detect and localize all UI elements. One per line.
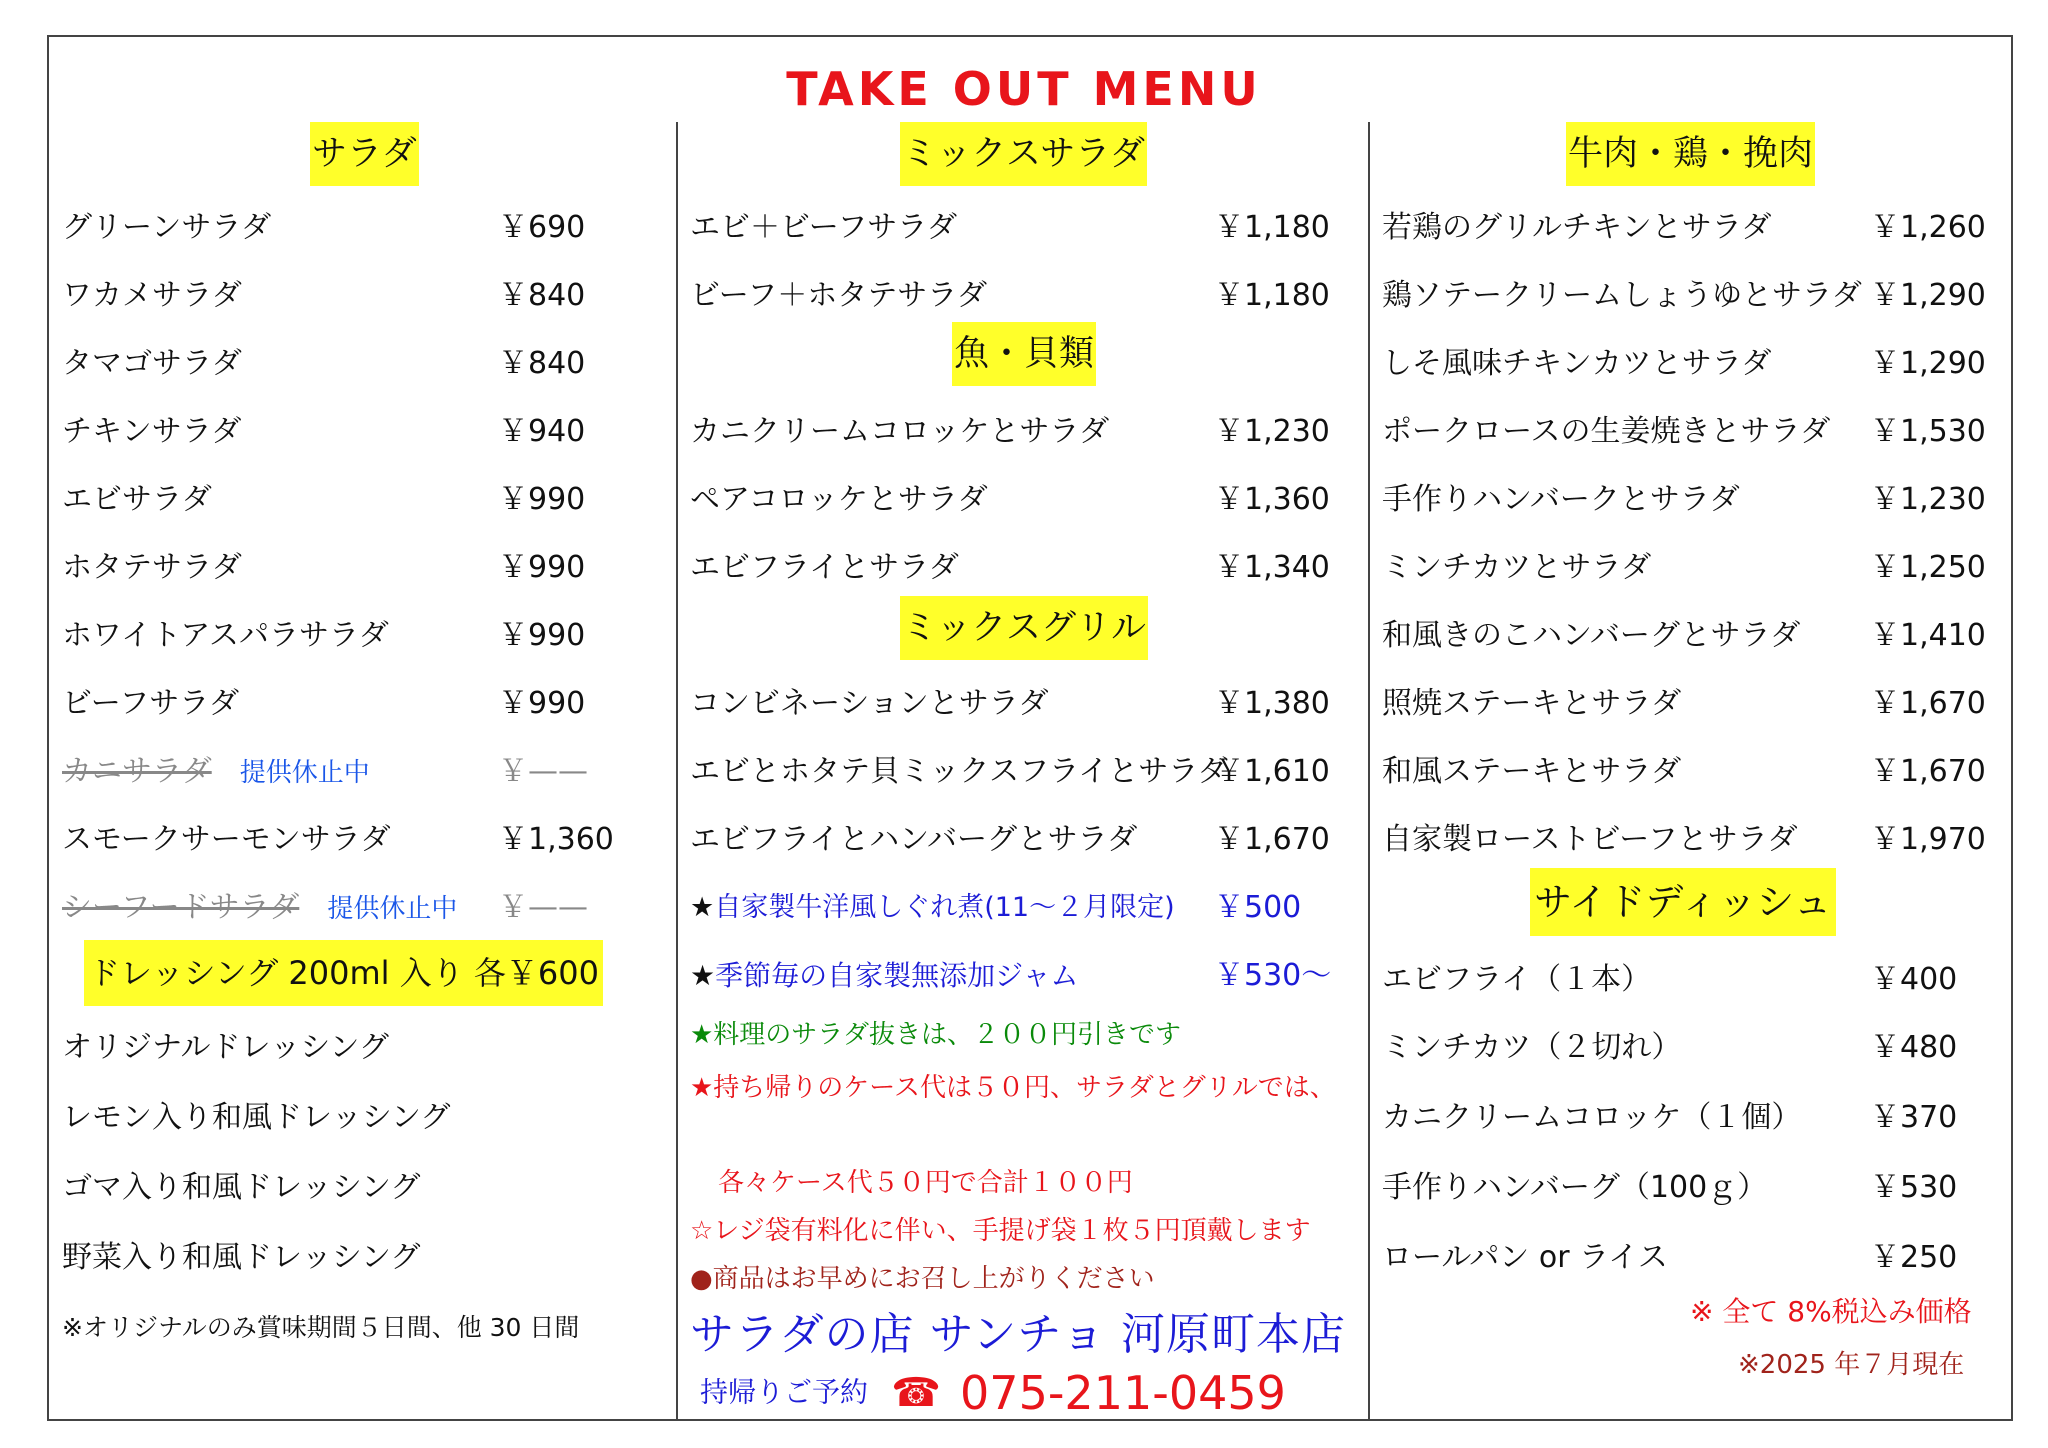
reserve-line	[700, 1362, 1286, 1422]
meat-item	[1382, 330, 2002, 398]
item-name: グリーンサラダ	[62, 210, 272, 245]
item-price: ￥990	[498, 686, 586, 721]
side-item	[1382, 1224, 2002, 1292]
dressing-note: ※オリジナルのみ賞味期間５日間、他 30 日間	[62, 1313, 580, 1342]
item-price: ￥370	[1870, 1100, 1958, 1135]
note-no-salad: ★料理のサラダ抜きは、２００円引きです	[690, 1020, 1182, 1050]
reserve-label: 持帰りご予約	[700, 1375, 869, 1409]
phone-number[interactable]: 075-211-0459	[960, 1365, 1286, 1420]
salad-item-wakame	[62, 262, 642, 330]
item-price: ￥1,670	[1870, 686, 1986, 721]
dressing-item: 野菜入り和風ドレッシング	[62, 1240, 421, 1275]
dressing-item: ゴマ入り和風ドレッシング	[62, 1170, 421, 1205]
mix-grill-item	[690, 670, 1350, 738]
item-name: シーフードサラダ	[62, 890, 300, 925]
item-price: ￥480	[1870, 1030, 1958, 1065]
item-name: 和風ステーキとサラダ	[1382, 754, 1682, 789]
side-item	[1382, 1084, 2002, 1152]
note-case-fee: ★持ち帰りのケース代は５０円、サラダとグリルでは、	[690, 1073, 1336, 1103]
salad-item-asparagus	[62, 602, 642, 670]
salad-item-beef	[62, 670, 642, 738]
item-name: 若鶏のグリルチキンとサラダ	[1382, 210, 1772, 245]
star-icon: ★	[690, 892, 715, 923]
salad-item-salmon	[62, 806, 642, 874]
mix-salad-header: ミックスサラダ	[900, 122, 1147, 186]
item-name: エビフライとサラダ	[690, 550, 959, 585]
item-price: ￥1,180	[1214, 278, 1330, 313]
tax-note: ※ 全て 8%税込み価格	[1690, 1295, 1972, 1328]
item-price: ￥990	[498, 482, 586, 517]
item-price: ￥——	[498, 754, 588, 789]
meat-item	[1382, 262, 2002, 330]
item-price: ￥1,250	[1870, 550, 1986, 585]
item-name: チキンサラダ	[62, 414, 242, 449]
item-price: ￥1,360	[498, 822, 614, 857]
fish-header: 魚・貝類	[952, 322, 1096, 386]
mix-grill-header: ミックスグリル	[900, 596, 1148, 660]
item-name: エビフライとハンバーグとサラダ	[690, 822, 1138, 857]
meat-item	[1382, 466, 2002, 534]
item-price: ￥690	[498, 210, 586, 245]
status-badge: 提供休止中	[327, 894, 458, 924]
fish-item	[690, 466, 1350, 534]
dressing-item: オリジナルドレッシング	[62, 1030, 389, 1065]
item-name: しそ風味チキンカツとサラダ	[1382, 346, 1772, 381]
item-name: ビーフサラダ	[62, 686, 239, 721]
item-name: ロールパン or ライス	[1382, 1240, 1668, 1275]
item-price: ￥1,670	[1214, 822, 1330, 857]
item-name-group	[690, 874, 1175, 942]
item-price: ￥1,970	[1870, 822, 1986, 857]
item-price: ￥840	[498, 278, 586, 313]
item-price: ￥530～	[1214, 958, 1332, 993]
dressing-header: ドレッシング 200ml 入り 各￥600	[84, 940, 603, 1006]
menu-title: TAKE OUT MENU	[786, 62, 1262, 116]
item-price: ￥1,260	[1870, 210, 1986, 245]
fish-item	[690, 534, 1350, 602]
meat-header: 牛肉・鶏・挽肉	[1566, 122, 1815, 186]
status-badge: 提供休止中	[239, 758, 370, 788]
special-item	[690, 874, 1350, 942]
item-name: 季節毎の自家製無添加ジャム	[715, 959, 1079, 992]
item-name: 自家製牛洋風しぐれ煮(11～２月限定)	[714, 892, 1175, 923]
meat-item	[1382, 670, 2002, 738]
shop-name: サラダの店 サンチョ 河原町本店	[690, 1309, 1347, 1360]
side-item	[1382, 1154, 2002, 1222]
item-name: ビーフ＋ホタテサラダ	[690, 278, 987, 313]
meat-item	[1382, 194, 2002, 262]
column-divider-1	[676, 122, 678, 1420]
item-price: ￥500	[1214, 890, 1302, 925]
mix-salad-item	[690, 262, 1350, 330]
item-price: ￥250	[1870, 1240, 1958, 1275]
item-name: 和風きのこハンバーグとサラダ	[1382, 618, 1801, 653]
phone-icon: ☎	[891, 1369, 941, 1416]
item-name: 手作りハンバーグ（100ｇ）	[1382, 1170, 1768, 1205]
salad-item-seafood	[62, 874, 642, 942]
item-price: ￥1,180	[1214, 210, 1330, 245]
salad-item-ebi	[62, 466, 642, 534]
salad-item-kani	[62, 738, 642, 806]
item-name: カニサラダ	[62, 754, 212, 789]
item-price: ￥400	[1870, 962, 1958, 997]
item-name: エビフライ（１本）	[1382, 962, 1652, 997]
note-eat-soon: ●商品はお早めにお召し上がりください	[690, 1264, 1155, 1294]
item-price: ￥1,340	[1214, 550, 1330, 585]
mix-salad-item	[690, 194, 1350, 262]
item-price: ￥1,670	[1870, 754, 1986, 789]
item-name-group	[62, 738, 370, 807]
note-case-total: 各々ケース代５０円で合計１００円	[718, 1168, 1133, 1198]
salad-header: サラダ	[310, 122, 419, 186]
salad-item-hotate	[62, 534, 642, 602]
date-note: ※2025 年７月現在	[1738, 1350, 1965, 1380]
item-price: ￥990	[498, 550, 586, 585]
meat-item	[1382, 738, 2002, 806]
item-name: ペアコロッケとサラダ	[690, 482, 988, 517]
meat-item	[1382, 602, 2002, 670]
item-price: ￥990	[498, 618, 586, 653]
item-name-group	[62, 874, 457, 943]
mix-grill-item	[690, 738, 1350, 806]
item-name: 手作りハンバークとサラダ	[1382, 482, 1740, 517]
item-price: ￥530	[1870, 1170, 1958, 1205]
salad-item-green	[62, 194, 642, 262]
item-name: ホタテサラダ	[62, 550, 242, 585]
meat-item	[1382, 534, 2002, 602]
item-name: ミンチカツとサラダ	[1382, 550, 1652, 585]
item-price: ￥1,360	[1214, 482, 1330, 517]
item-price: ￥1,610	[1214, 754, 1330, 789]
item-price: ￥1,530	[1870, 414, 1986, 449]
item-name: 自家製ローストビーフとサラダ	[1382, 822, 1798, 857]
item-name: エビ＋ビーフサラダ	[690, 210, 957, 245]
item-price: ￥1,230	[1870, 482, 1986, 517]
side-item	[1382, 946, 2002, 1014]
salad-item-tamago	[62, 330, 642, 398]
item-price: ￥1,290	[1870, 346, 1986, 381]
item-name: タマゴサラダ	[62, 346, 242, 381]
item-name-group	[690, 942, 1079, 1010]
dressing-item: レモン入り和風ドレッシング	[62, 1100, 451, 1135]
side-dish-header: サイドディッシュ	[1530, 868, 1836, 936]
item-price: ￥1,380	[1214, 686, 1330, 721]
star-icon: ★	[690, 959, 716, 992]
item-name: カニクリームコロッケ（１個）	[1382, 1100, 1802, 1135]
salad-item-chicken	[62, 398, 642, 466]
item-price: ￥840	[498, 346, 586, 381]
mix-grill-item	[690, 806, 1350, 874]
item-price: ￥1,230	[1214, 414, 1330, 449]
note-bag-fee: ☆レジ袋有料化に伴い、手提げ袋１枚５円頂戴します	[690, 1216, 1311, 1246]
special-item	[690, 942, 1350, 1010]
item-price: ￥——	[498, 890, 588, 925]
item-price: ￥1,410	[1870, 618, 1986, 653]
item-name: 照焼ステーキとサラダ	[1382, 686, 1682, 721]
item-name: ポークロースの生姜焼きとサラダ	[1382, 414, 1831, 449]
item-name: エビとホタテ貝ミックスフライとサラダ	[690, 754, 1228, 789]
item-name: コンビネーションとサラダ	[690, 686, 1049, 721]
item-name: スモークサーモンサラダ	[62, 822, 391, 857]
item-name: エビサラダ	[62, 482, 212, 517]
item-name: ワカメサラダ	[62, 278, 242, 313]
item-name: カニクリームコロッケとサラダ	[690, 414, 1110, 449]
meat-item	[1382, 398, 2002, 466]
meat-item	[1382, 806, 2002, 874]
item-name: ホワイトアスパラサラダ	[62, 618, 389, 653]
item-name: ミンチカツ（２切れ）	[1382, 1030, 1682, 1065]
side-item	[1382, 1014, 2002, 1082]
item-name: 鶏ソテークリームしょうゆとサラダ	[1382, 278, 1862, 313]
item-price: ￥940	[498, 414, 586, 449]
column-divider-2	[1368, 122, 1370, 1420]
item-price: ￥1,290	[1870, 278, 1986, 313]
fish-item	[690, 398, 1350, 466]
